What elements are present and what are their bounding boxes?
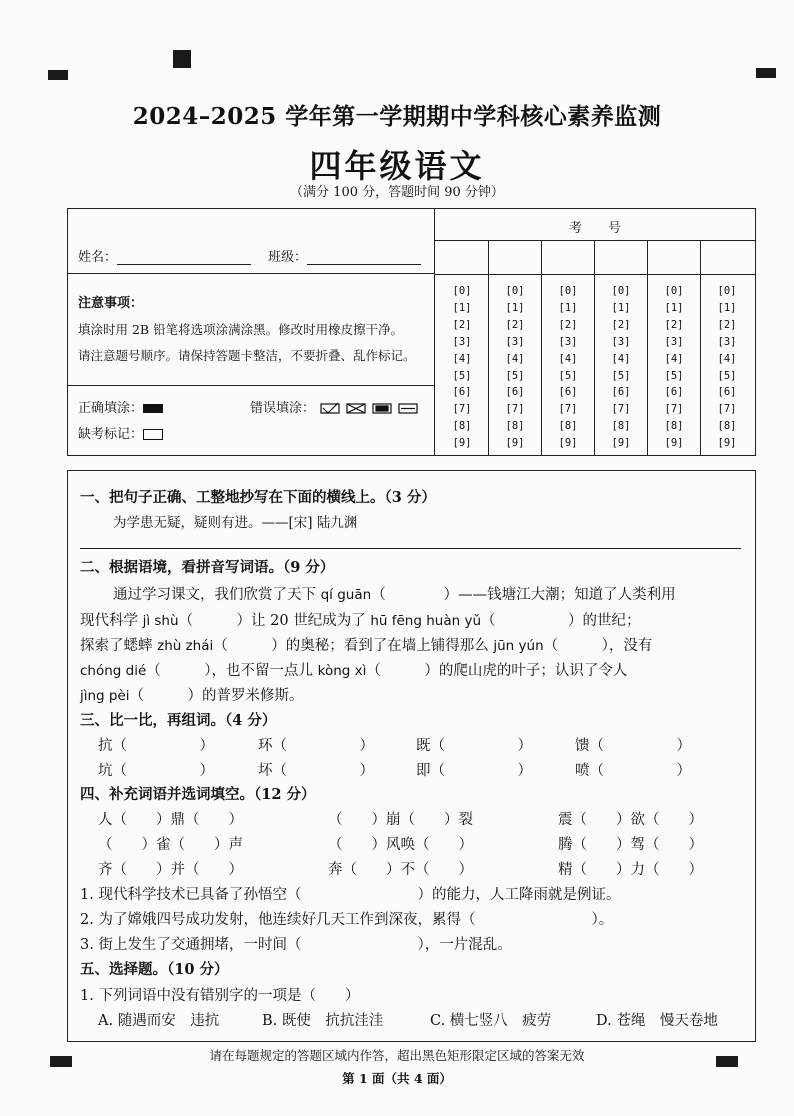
q5-option-a[interactable]: A. 随遇而安 违抗 bbox=[98, 1013, 220, 1029]
q5-option-d[interactable]: D. 苍绳 慢天卷地 bbox=[596, 1013, 718, 1029]
q2-text: （ ），没有 bbox=[543, 638, 653, 654]
q4-idiom: 齐（ ）并（ ） bbox=[98, 862, 243, 878]
notice-title: 注意事项： bbox=[78, 296, 144, 311]
q2-text: （ ）的普罗米修斯。 bbox=[129, 688, 304, 704]
pinyin: chóng dié bbox=[80, 663, 147, 679]
bubble-3[interactable]: [3] bbox=[717, 335, 737, 348]
exam-no-column-3[interactable] bbox=[542, 283, 594, 452]
exam-no-column-6[interactable] bbox=[701, 283, 753, 452]
q4-idiom: （ ）风唤（ ） bbox=[328, 837, 473, 853]
bubble-6[interactable]: [6] bbox=[664, 386, 684, 399]
pinyin: zhù zhái bbox=[157, 638, 214, 654]
q2-line-5 bbox=[80, 684, 304, 705]
class-label: 班级： bbox=[268, 250, 308, 265]
q2-text: （ ）——钱塘江大潮；知道了人类利用 bbox=[371, 587, 676, 603]
card-rule bbox=[67, 385, 435, 386]
bubble-9[interactable]: [9] bbox=[452, 437, 472, 450]
bubble-5[interactable]: [5] bbox=[452, 369, 472, 382]
q2-line-2 bbox=[80, 609, 641, 630]
q2-text: 现代科学 bbox=[80, 613, 143, 629]
pinyin: hū fēng huàn yǔ bbox=[370, 613, 482, 629]
bubble-2[interactable]: [2] bbox=[664, 318, 684, 331]
registration-mark-top-center bbox=[173, 50, 191, 68]
bubble-8[interactable]: [8] bbox=[717, 420, 737, 433]
q5-title: 五、选择题。（10 分） bbox=[80, 961, 229, 978]
q3-item: 抗（ ） bbox=[98, 738, 214, 754]
correct-fill-example bbox=[78, 397, 163, 416]
bubble-1[interactable]: [1] bbox=[505, 301, 525, 314]
absent-mark-label: 缺考标记： bbox=[78, 427, 144, 442]
page-number: 第 1 面（共 4 面） bbox=[342, 1071, 452, 1086]
pinyin: jūn yún bbox=[493, 638, 544, 654]
bubble-3[interactable]: [3] bbox=[611, 335, 631, 348]
q4-idiom: 震（ ）欲（ ） bbox=[558, 812, 703, 828]
q4-idiom: 腾（ ）驾（ ） bbox=[558, 837, 703, 853]
subject-title: 四年级语文 bbox=[309, 147, 485, 185]
q5-option-b[interactable]: B. 既使 抗抗洼洼 bbox=[262, 1013, 384, 1029]
q3-item: 喷（ ） bbox=[575, 763, 691, 779]
bubble-8[interactable]: [8] bbox=[611, 420, 631, 433]
bubble-7[interactable]: [7] bbox=[452, 403, 472, 416]
q3-item: 馈（ ） bbox=[575, 738, 691, 754]
exam-no-column-2[interactable] bbox=[489, 283, 541, 452]
absent-mark-example[interactable] bbox=[78, 423, 163, 442]
class-line[interactable] bbox=[307, 250, 421, 265]
wrong-fill-icons bbox=[319, 402, 425, 416]
bubble-4[interactable]: [4] bbox=[558, 352, 578, 365]
pinyin: jìng pèi bbox=[80, 688, 130, 704]
bubble-6[interactable]: [6] bbox=[717, 386, 737, 399]
bubble-4[interactable]: [4] bbox=[717, 352, 737, 365]
wrong-fill-label: 错误填涂： bbox=[250, 401, 316, 416]
exam-no-column-5[interactable] bbox=[648, 283, 700, 452]
q2-text: （ ）的奥秘；看到了在墙上铺得那么 bbox=[213, 638, 494, 654]
wrong-fill-example bbox=[250, 397, 425, 416]
bubble-3[interactable]: [3] bbox=[505, 335, 525, 348]
absent-checkbox[interactable] bbox=[143, 429, 163, 440]
q3-item: 环（ ） bbox=[258, 738, 374, 754]
footer-warning: 请在每题规定的答题区域内作答，超出黑色矩形限定区域的答案无效 bbox=[209, 1048, 585, 1063]
pinyin: qí guān bbox=[320, 587, 372, 603]
exam-no-label: 考 号 bbox=[568, 221, 621, 236]
card-divider bbox=[434, 208, 435, 456]
registration-mark-top-right bbox=[756, 68, 776, 78]
exam-no-column-1[interactable] bbox=[436, 283, 488, 452]
q2-text: （ ）的爬山虎的叶子；认识了令人 bbox=[366, 663, 628, 679]
bubble-0[interactable]: [0] bbox=[611, 285, 631, 297]
bubble-1[interactable]: [1] bbox=[664, 301, 684, 314]
card-rule bbox=[67, 273, 435, 274]
q2-text: （ ），也不留一点儿 bbox=[146, 663, 318, 679]
bubble-1[interactable]: [1] bbox=[452, 301, 472, 314]
pinyin: jì shù bbox=[142, 613, 179, 629]
correct-fill-label: 正确填涂： bbox=[78, 401, 144, 416]
bubble-4[interactable]: [4] bbox=[452, 352, 472, 365]
bubble-5[interactable]: [5] bbox=[558, 369, 578, 382]
bubble-6[interactable]: [6] bbox=[452, 386, 472, 399]
bubble-8[interactable]: [8] bbox=[505, 420, 525, 433]
registration-mark-top-left bbox=[48, 70, 68, 80]
exam-no-box-rule bbox=[434, 274, 756, 275]
bubble-9[interactable]: [9] bbox=[505, 437, 525, 450]
bubble-0[interactable]: [0] bbox=[717, 285, 737, 297]
q5-question-1: 1. 下列词语中没有错别字的一项是（ ） bbox=[80, 988, 360, 1004]
q2-line-1 bbox=[113, 583, 676, 604]
class-field[interactable] bbox=[268, 246, 421, 265]
bubble-6[interactable]: [6] bbox=[611, 386, 631, 399]
q1-quote: 为学患无疑，疑则有进。——[宋] 陆九渊 bbox=[113, 515, 358, 531]
pinyin: kòng xì bbox=[317, 663, 367, 679]
bubble-2[interactable]: [2] bbox=[611, 318, 631, 331]
filled-box-icon bbox=[143, 404, 163, 413]
exam-note: （满分 100 分，答题时间 90 分钟） bbox=[290, 185, 504, 200]
q1-answer-line[interactable] bbox=[80, 548, 741, 549]
q4-title: 四、补充词语并选词填空。（12 分） bbox=[80, 786, 316, 803]
bubble-7[interactable]: [7] bbox=[717, 403, 737, 416]
bubble-3[interactable]: [3] bbox=[558, 335, 578, 348]
bubble-9[interactable]: [9] bbox=[611, 437, 631, 450]
q4-sentence-3: 3. 街上发生了交通拥堵，一时间（ ），一片混乱。 bbox=[80, 937, 512, 953]
exam-no-column-4[interactable] bbox=[595, 283, 647, 452]
bubble-4[interactable]: [4] bbox=[611, 352, 631, 365]
q2-title: 二、根据语境，看拼音写词语。（9 分） bbox=[80, 559, 335, 576]
q4-idiom: 奔（ ）不（ ） bbox=[328, 862, 473, 878]
bubble-1[interactable]: [1] bbox=[717, 301, 737, 314]
bubble-0[interactable]: [0] bbox=[452, 285, 472, 297]
bubble-2[interactable]: [2] bbox=[452, 318, 472, 331]
q4-idiom: （ ）崩（ ）裂 bbox=[328, 812, 473, 828]
bubble-8[interactable]: [8] bbox=[452, 420, 472, 433]
bubble-4[interactable]: [4] bbox=[505, 352, 525, 365]
q3-title: 三、比一比，再组词。（4 分） bbox=[80, 712, 277, 729]
bubble-3[interactable]: [3] bbox=[664, 335, 684, 348]
q2-line-3 bbox=[80, 634, 652, 655]
q4-sentence-1: 1. 现代科学技术已具备了孙悟空（ ）的能力，人工降雨就是例证。 bbox=[80, 887, 621, 903]
bubble-0[interactable]: [0] bbox=[558, 285, 578, 297]
q2-text: （ ）让 20 世纪成为了 bbox=[178, 613, 371, 629]
q3-item: 既（ ） bbox=[416, 738, 532, 754]
bubble-8[interactable]: [8] bbox=[558, 420, 578, 433]
bubble-6[interactable]: [6] bbox=[505, 386, 525, 399]
bubble-7[interactable]: [7] bbox=[505, 403, 525, 416]
bubble-2[interactable]: [2] bbox=[717, 318, 737, 331]
q4-idiom: 人（ ）鼎（ ） bbox=[98, 812, 243, 828]
q5-option-c[interactable]: C. 横七竖八 疲劳 bbox=[430, 1013, 552, 1029]
bubble-5[interactable]: [5] bbox=[611, 369, 631, 382]
q3-item: 坑（ ） bbox=[98, 763, 214, 779]
bubble-1[interactable]: [1] bbox=[611, 301, 631, 314]
name-label: 姓名： bbox=[78, 250, 118, 265]
bubble-7[interactable]: [7] bbox=[611, 403, 631, 416]
bubble-9[interactable]: [9] bbox=[558, 437, 578, 450]
bubble-3[interactable]: [3] bbox=[452, 335, 472, 348]
bubble-0[interactable]: [0] bbox=[664, 285, 684, 297]
q4-idiom: （ ）雀（ ）声 bbox=[98, 837, 243, 853]
bubble-2[interactable]: [2] bbox=[558, 318, 578, 331]
bubble-5[interactable]: [5] bbox=[664, 369, 684, 382]
q4-idiom: 精（ ）力（ ） bbox=[558, 862, 703, 878]
q1-title: 一、把句子正确、工整地抄写在下面的横线上。（3 分） bbox=[80, 489, 436, 506]
bubble-4[interactable]: [4] bbox=[664, 352, 684, 365]
q2-text: 探索了蟋蟀 bbox=[80, 638, 158, 654]
bubble-7[interactable]: [7] bbox=[558, 403, 578, 416]
bubble-0[interactable]: [0] bbox=[505, 285, 525, 297]
name-field[interactable] bbox=[78, 246, 251, 265]
bubble-5[interactable]: [5] bbox=[717, 369, 737, 382]
q3-item: 即（ ） bbox=[416, 763, 532, 779]
bubble-6[interactable]: [6] bbox=[558, 386, 578, 399]
notice-line-2: 请注意题号顺序。请保持答题卡整洁，不要折叠、乱作标记。 bbox=[78, 348, 416, 363]
q2-text: （ ）的世纪； bbox=[481, 613, 641, 629]
name-line[interactable] bbox=[117, 250, 251, 265]
bubble-9[interactable]: [9] bbox=[717, 437, 737, 450]
bubble-9[interactable]: [9] bbox=[664, 437, 684, 450]
bubble-1[interactable]: [1] bbox=[558, 301, 578, 314]
q4-sentence-2: 2. 为了嫦娥四号成功发射，他连续好几天工作到深夜，累得（ ）。 bbox=[80, 912, 614, 928]
exam-title: 2024–2025 学年第一学期期中学科核心素养监测 bbox=[132, 103, 662, 130]
bubble-7[interactable]: [7] bbox=[664, 403, 684, 416]
q3-item: 坏（ ） bbox=[258, 763, 374, 779]
q2-line-4 bbox=[80, 659, 627, 680]
exam-no-header-rule bbox=[434, 240, 756, 241]
bubble-8[interactable]: [8] bbox=[664, 420, 684, 433]
bubble-2[interactable]: [2] bbox=[505, 318, 525, 331]
notice-line-1: 填涂时用 2B 铅笔将选项涂满涂黑。修改时用橡皮擦干净。 bbox=[78, 322, 404, 337]
q2-text: 通过学习课文，我们欣赏了天下 bbox=[113, 587, 321, 603]
bubble-5[interactable]: [5] bbox=[505, 369, 525, 382]
